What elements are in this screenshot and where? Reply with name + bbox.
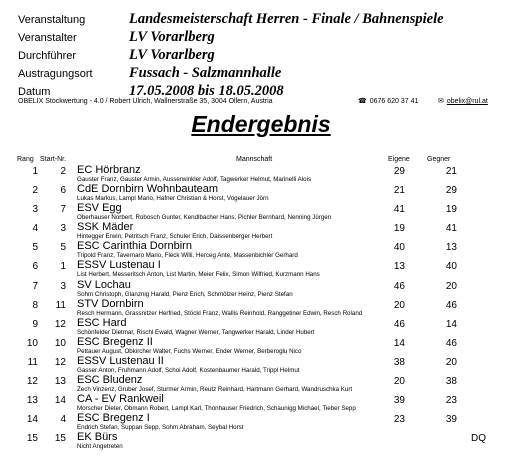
team-name: ESC Bludenz: [77, 374, 143, 387]
team-players: Morscher Dieter, Obmann Robert, Lampl Karl, Thonhauser Friedrich, Schaunigg Michael, Tieber Sepp: [77, 405, 356, 413]
team-players: Endrich Stefan, Suppan Sepp, Sohm Abraham, Seybal Horst: [77, 424, 244, 432]
team-players: Zech Vinzenz, Gruber Josef, Sturmer Armin, Reutz Reinhard, Hartmann Gerhard, Wandruschka Kurt: [77, 386, 353, 394]
team-players: Lukas Markus, Lampl Mario, Hafner Christian & Horst, Vogelauer Jörn: [77, 195, 269, 203]
table-row: [0, 374, 522, 393]
rank-cell: 9: [32, 318, 38, 330]
info-label: Veranstaltung: [18, 14, 86, 26]
table-row: [0, 412, 522, 431]
team-players: Gasser Anton, Fruhmann Adolf, Schoi Adolf, Kostenbaumer Harald, Trippl Helmut: [77, 366, 300, 374]
team-players: Hintegger Erwin, Petritsch Franz, Schuler Erich, Daissenberger Herbert: [77, 233, 273, 241]
opponent-score-cell: 40: [445, 261, 457, 273]
team-name: STV Dornbirn: [77, 297, 144, 310]
team-players: Oberhauser Norbert, Robosch Gunter, Kendlbacher Hans, Pichler Bernhard, Nenning Jürgen: [77, 214, 332, 222]
start-number-cell: 6: [60, 185, 66, 197]
team-players: Nicht Angetreten: [77, 443, 123, 451]
email-contact[interactable]: [438, 97, 488, 106]
opponent-score-cell: 38: [445, 376, 457, 388]
mail-icon: ✉: [438, 98, 444, 105]
opponent-score-cell: 29: [445, 185, 457, 197]
start-number-cell: 14: [54, 395, 66, 407]
info-row-veranstalter: [18, 27, 444, 45]
column-header-start: Start-Nr.: [40, 156, 67, 163]
start-number-cell: 7: [60, 204, 66, 216]
rank-cell: 5: [32, 242, 38, 254]
team-players: Gauster Franz, Gauster Armin, Ausserwinkler Adolf, Tagwerker Helmut, Marinelli Alois: [77, 176, 312, 183]
start-number-cell: 12: [54, 318, 66, 330]
page-title: Endergebnis: [191, 111, 331, 137]
start-number-cell: 11: [55, 299, 66, 311]
own-score-cell: 23: [393, 414, 405, 426]
table-row: [0, 240, 522, 259]
start-number-cell: 3: [60, 280, 66, 292]
opponent-score-cell: 39: [445, 414, 457, 426]
team-name: ESC Hard: [77, 316, 127, 329]
team-name: ESC Bregenz II: [77, 335, 153, 348]
start-number-cell: 3: [60, 223, 66, 235]
opponent-score-cell: 23: [445, 395, 457, 407]
own-score-cell: 21: [393, 185, 405, 197]
rank-cell: 7: [32, 280, 38, 292]
table-row: [0, 393, 522, 412]
start-number-cell: 2: [60, 166, 66, 177]
start-number-cell: 13: [54, 376, 66, 388]
own-score-cell: 14: [393, 337, 405, 349]
team-name: EC Hörbranz: [77, 164, 141, 176]
rank-cell: 13: [26, 395, 38, 407]
team-name: ESV Egg: [77, 202, 122, 215]
table-row: [0, 279, 522, 298]
table-row: [0, 259, 522, 278]
info-label: Veranstalter: [18, 32, 77, 44]
table-row: [0, 298, 522, 317]
own-score-cell: 13: [393, 261, 405, 273]
rank-cell: 1: [32, 166, 38, 177]
opponent-score-cell: 46: [445, 299, 457, 311]
table-row: [0, 336, 522, 355]
table-row: [0, 183, 522, 202]
rank-cell: 6: [32, 261, 38, 273]
own-score-cell: 41: [393, 204, 405, 216]
results-table: [0, 164, 522, 450]
column-header-rang: Rang: [17, 156, 34, 163]
info-value: LV Vorarlberg: [129, 47, 215, 63]
rank-cell: 4: [32, 223, 38, 235]
team-name: SSK Mäder: [77, 221, 134, 234]
own-score-cell: 39: [393, 395, 405, 407]
team-players: List Herbert, Messeritsch Anton, List Martin, Meier Felix, Simon Wilfried, Kurzmann Hans: [77, 271, 320, 279]
opponent-score-cell: 46: [445, 337, 457, 349]
email-link[interactable]: obelix@rul.at: [446, 98, 488, 105]
info-label: Durchführer: [18, 50, 77, 62]
event-info-table: [18, 9, 444, 99]
own-score-cell: 38: [393, 356, 405, 368]
start-number-cell: 4: [60, 414, 66, 426]
rank-cell: 12: [26, 376, 38, 388]
team-name: CA - EV Rankweil: [77, 393, 164, 406]
table-row: [0, 164, 522, 183]
start-number-cell: 15: [54, 433, 66, 445]
table-row: [0, 355, 522, 374]
phone-contact: [358, 97, 418, 106]
team-players: Sohm Christoph, Glanznig Harald, Pienz Erich, Schmölzer Heinz, Pienz Stefan: [77, 290, 293, 298]
opponent-score-cell: 41: [445, 223, 457, 235]
info-row-veranstaltung: [18, 9, 444, 27]
team-name: ESSV Lustenau I: [77, 259, 161, 272]
table-row: [0, 431, 522, 450]
table-row: [0, 221, 522, 240]
team-name: ESC Carinthia Dornbirn: [77, 240, 192, 253]
column-header-gegner: Gegner: [427, 156, 451, 163]
opponent-score-cell: 13: [445, 242, 457, 254]
rank-cell: 15: [26, 433, 38, 445]
own-score-cell: 46: [393, 318, 405, 330]
phone-icon: ☎: [358, 98, 367, 105]
team-players: Tripold Franz, Tavernaro Mario, Fleck Willi, Herceg Ante, Massenbichler Gerhard: [77, 252, 298, 260]
opponent-score-cell: 20: [445, 280, 457, 292]
rank-cell: 8: [32, 299, 38, 311]
rank-cell: 2: [32, 185, 38, 197]
own-score-cell: 19: [393, 223, 405, 235]
own-score-cell: 40: [393, 242, 405, 254]
team-players: Resch Hermann, Grassnitzer Herfried, Stöckl Franz, Wallis Reinhold, Ranggetiner Edwin, Resch Roland: [77, 309, 363, 317]
phone-number: 0676 620 37 41: [369, 98, 419, 105]
start-number-cell: 5: [60, 242, 66, 254]
rank-cell: 11: [27, 356, 38, 368]
info-row-durchfuehrer: [18, 45, 444, 63]
info-value: LV Vorarlberg: [129, 29, 215, 45]
rank-cell: 10: [26, 337, 38, 349]
opponent-score-cell: 21: [445, 166, 457, 177]
table-row: [0, 317, 522, 336]
table-row: [0, 202, 522, 221]
team-name: ESC Bregenz I: [77, 412, 150, 425]
opponent-score-cell: 19: [445, 204, 457, 216]
software-contact: OBELIX Stockwertung - 4.0 / Robert Ulrich, Wallnerstraße 35, 3004 Ollern, Austria: [18, 98, 273, 105]
opponent-score-cell: 20: [445, 356, 457, 368]
info-label: Austragungsort: [18, 68, 93, 80]
own-score-cell: 20: [393, 376, 405, 388]
team-name: SV Lochau: [77, 278, 131, 291]
info-row-austragungsort: [18, 63, 444, 81]
rank-cell: 3: [32, 204, 38, 216]
opponent-score-cell: DQ: [471, 433, 486, 445]
team-players: Schönfelder Dietmar, Rischl Ewald, Wagner Werner, Tangwerker Harald, Linder Hubert: [77, 328, 315, 336]
start-number-cell: 10: [54, 337, 66, 349]
start-number-cell: 12: [54, 356, 66, 368]
info-value: 17.05.2008 bis 18.05.2008: [129, 83, 284, 99]
own-score-cell: 20: [393, 299, 405, 311]
own-score-cell: 29: [393, 166, 405, 177]
team-name: EK Bürs: [77, 431, 118, 444]
info-label: Datum: [18, 86, 51, 98]
start-number-cell: 1: [60, 261, 66, 273]
opponent-score-cell: 14: [445, 318, 457, 330]
column-header-mannschaft: Mannschaft: [236, 156, 273, 163]
info-value: Landesmeisterschaft Herren - Finale / Bahnenspiele: [129, 11, 444, 27]
own-score-cell: 46: [393, 280, 405, 292]
column-header-eigene: Eigene: [388, 156, 410, 163]
info-value: Fussach - Salzmannhalle: [129, 65, 282, 81]
rank-cell: 14: [26, 414, 38, 426]
team-name: CdE Dornbirn Wohnbauteam: [77, 183, 219, 196]
team-name: ESSV Lustenau II: [77, 354, 164, 367]
team-players: Pettauer August, Obkircher Walter, Fuchs Werner, Ender Werner, Berberoglu Nico: [77, 347, 302, 355]
